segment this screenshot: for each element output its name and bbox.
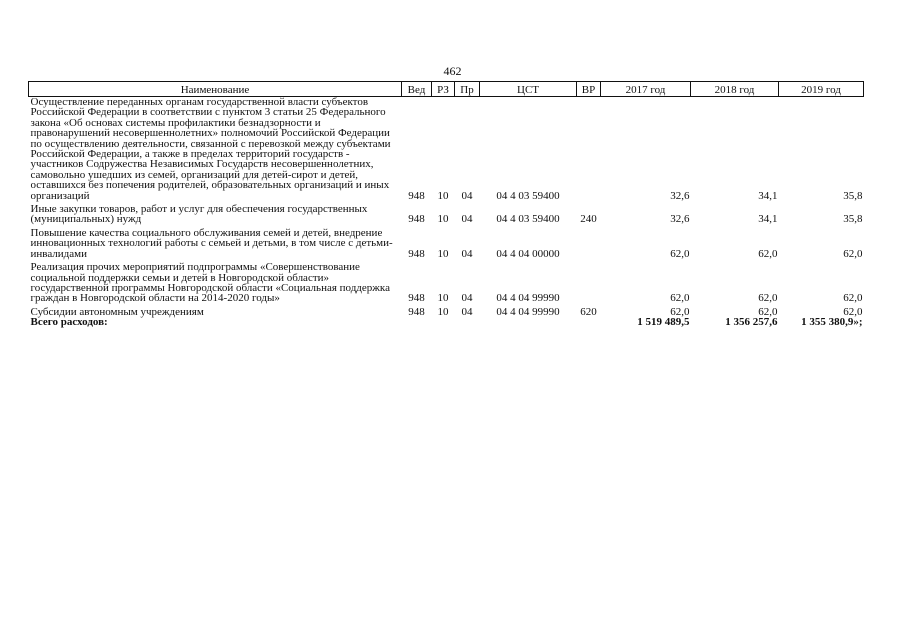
row-cst: 04 4 04 99990 xyxy=(496,292,560,305)
row-rz: 10 xyxy=(437,247,449,260)
total-empty-cst xyxy=(480,317,577,327)
row-pr: 04 xyxy=(461,305,473,318)
row-vr xyxy=(577,259,601,304)
row-vr xyxy=(577,225,601,259)
row-2017: 62,0 xyxy=(670,292,690,305)
header-rz: РЗ xyxy=(432,82,455,97)
row-ved: 948 xyxy=(408,189,425,202)
row-ved: 948 xyxy=(408,213,425,226)
header-name: Наименование xyxy=(29,82,402,97)
row-pr: 04 xyxy=(461,292,473,305)
table-header-row xyxy=(29,82,864,97)
header-vr: ВР xyxy=(577,82,601,97)
row-cst: 04 4 04 99990 xyxy=(496,305,560,318)
row-2019: 35,8 xyxy=(843,189,863,202)
row-name: Реализация прочих мероприятий подпрограммы «Совершенствование социальной поддержки семьи и детей в Новгородской области» государственной программы Новгородской области «Социальная поддержка граждан в Новгородской области на 2014-2020 годы» xyxy=(30,261,390,305)
row-name: Осуществление переданных органам государственной власти субъектов Российской Федерации в соответствии с пунктом 3 статьи 25 Федерального закона «Об основах системы профилактики безнадзорности и правонарушений несовершеннолетних» полномочий Российской Федерации по осуществлению деятельности, связанной с перевозкой между субъектами Российской Федерации, а также в пределах территорий государств - участников Содружества Независимых Государств несовершеннолетних, самовольно ушедших из семей, организаций для детей-сирот и детей, оставшихся без попечения родителей, образовательных организаций и иных организаций xyxy=(30,96,391,202)
budget-table xyxy=(28,81,864,328)
row-name: Повышение качества социального обслуживания семей и детей, внедрение инновационных технологий работы с семьей и детьми, в том числе с детьми-инвалидами xyxy=(30,226,393,260)
row-cst: 04 4 04 00000 xyxy=(496,247,560,260)
row-pr: 04 xyxy=(461,189,473,202)
total-empty-pr xyxy=(455,317,480,327)
header-year-2019: 2019 год xyxy=(779,82,864,97)
total-empty-vr xyxy=(577,317,601,327)
header-year-2017: 2017 год xyxy=(601,82,691,97)
row-2017: 62,0 xyxy=(670,247,690,260)
row-2017: 32,6 xyxy=(670,213,690,226)
row-ved: 948 xyxy=(408,305,425,318)
row-vr: 240 xyxy=(580,213,597,226)
row-2017: 62,0 xyxy=(670,305,690,318)
row-rz: 10 xyxy=(437,213,449,226)
total-2018: 1 356 257,6 xyxy=(725,316,778,329)
table-row xyxy=(29,97,864,202)
row-2018: 62,0 xyxy=(758,292,778,305)
header-ved: Вед xyxy=(402,82,432,97)
row-rz: 10 xyxy=(437,292,449,305)
row-rz: 10 xyxy=(437,189,449,202)
row-ved: 948 xyxy=(408,292,425,305)
row-2018: 62,0 xyxy=(758,247,778,260)
row-cst: 04 4 03 59400 xyxy=(496,189,560,202)
total-empty-rz xyxy=(432,317,455,327)
row-pr: 04 xyxy=(461,213,473,226)
page-number: 462 xyxy=(443,64,462,78)
table-row xyxy=(29,304,864,317)
row-2018: 34,1 xyxy=(758,189,778,202)
header-cst: ЦСТ xyxy=(480,82,577,97)
header-year-2018: 2018 год xyxy=(691,82,779,97)
table-row xyxy=(29,201,864,225)
table-row xyxy=(29,225,864,259)
row-vr: 620 xyxy=(580,305,597,318)
table-row xyxy=(29,259,864,304)
row-name: Иные закупки товаров, работ и услуг для обеспечения государственных (муниципальных) нужд xyxy=(30,203,368,226)
row-2018: 34,1 xyxy=(758,213,778,226)
row-2019: 62,0 xyxy=(843,305,863,318)
row-cst: 04 4 03 59400 xyxy=(496,213,560,226)
row-rz: 10 xyxy=(437,305,449,318)
header-pr: Пр xyxy=(455,82,480,97)
total-empty-ved xyxy=(402,317,432,327)
total-row xyxy=(29,317,864,327)
row-2019: 35,8 xyxy=(843,213,863,226)
row-2018: 62,0 xyxy=(758,305,778,318)
row-2017: 32,6 xyxy=(670,189,690,202)
row-name: Субсидии автономным учреждениям xyxy=(30,305,204,318)
row-ved: 948 xyxy=(408,247,425,260)
total-label: Всего расходов: xyxy=(30,316,108,329)
row-pr: 04 xyxy=(461,247,473,260)
row-vr xyxy=(577,97,601,202)
row-2019: 62,0 xyxy=(843,247,863,260)
total-2017: 1 519 489,5 xyxy=(637,316,690,329)
total-2019: 1 355 380,9»; xyxy=(801,316,863,329)
row-2019: 62,0 xyxy=(843,292,863,305)
